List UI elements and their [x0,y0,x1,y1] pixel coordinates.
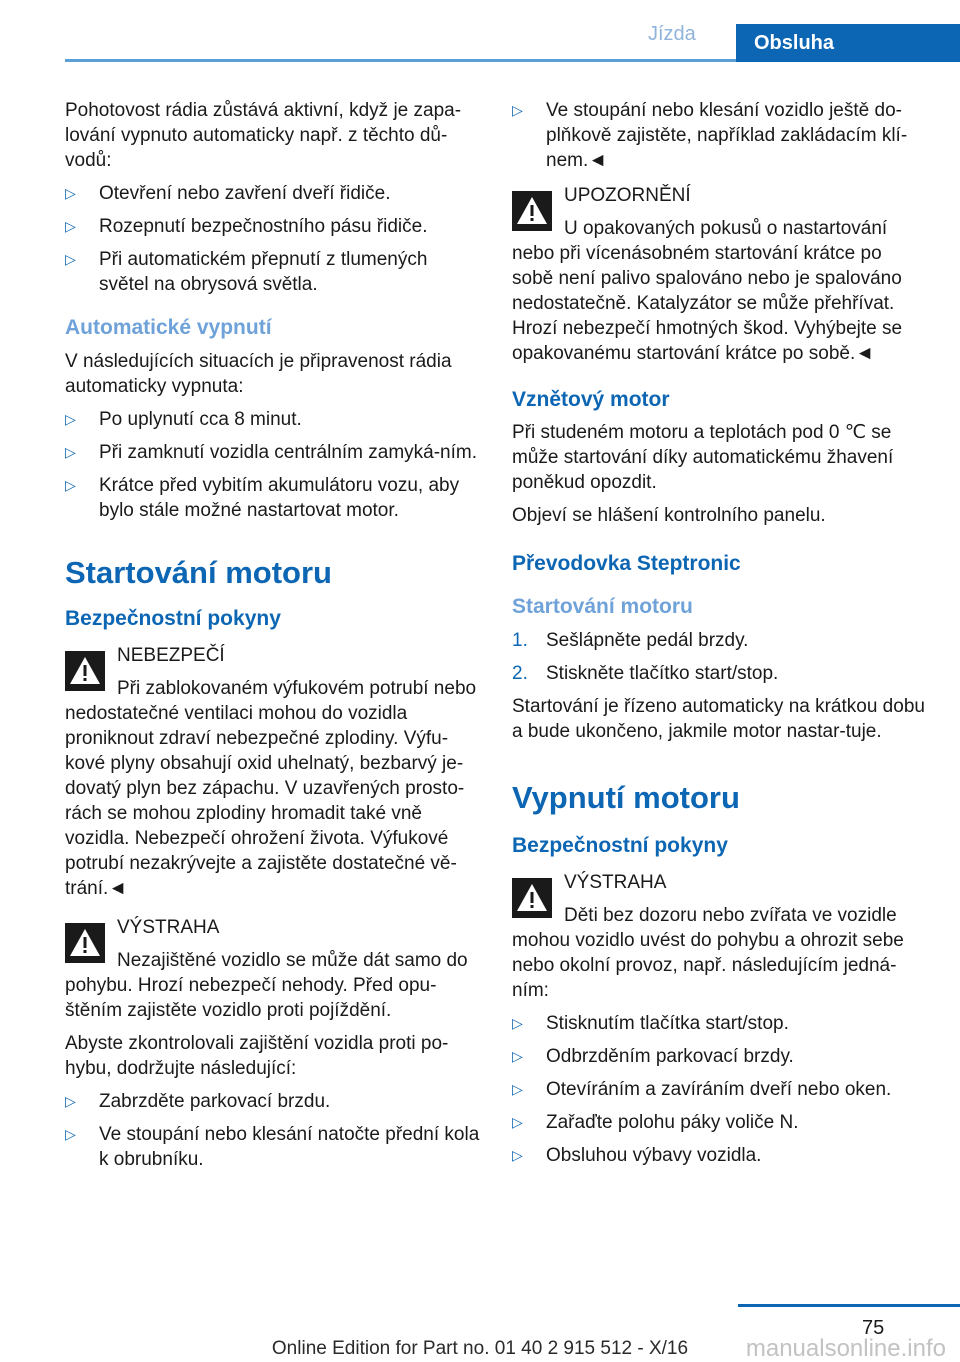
step-number: 1. [512,630,528,651]
heading-engine-stop: Vypnutí motoru [512,780,740,815]
list-item: ▷ Otevíráním a zavíráním dveří nebo oken. [512,1079,892,1100]
warning-box [65,915,481,1023]
footer-rule [738,1304,960,1307]
warning-text: Nezajištěné vozidlo se může dát samo do pohybu. Hrozí nebezpečí nehody. Před opu‐štěním zajistěte vozidlo proti pojíždění. [65,950,468,1021]
chock-list [512,98,926,173]
left-column [65,98,481,1180]
warning-triangle-icon [65,923,105,963]
warning-triangle-icon [512,878,552,918]
auto-start-paragraph: Startování je řízeno automaticky na krátkou dobu a bude ukončeno, jakmile motor nastar‐tuje. [512,696,925,742]
heading-engine-start: Startování motoru [65,555,332,590]
list-item: ▷ Krátce před vybitím akumulátoru vozu, aby bylo stále možné nastartovat motor. [65,475,460,521]
right-column [512,98,926,1176]
bullet-triangle-icon: ▷ [65,444,76,460]
radio-standby-list [65,181,481,297]
check-paragraph: Abyste zkontrolovali zajištění vozidla proti po‐hybu, dodržujte následující: [65,1033,449,1079]
warning-triangle-icon [65,651,105,691]
list-item: ▷ Ve stoupání nebo klesání natočte přední kola k obrubníku. [65,1124,480,1170]
list-item: ▷ Stisknutím tlačítka start/stop. [512,1013,789,1034]
heading-safety-notes-2: Bezpečnostní pokyny [512,834,728,857]
step-number: 2. [512,663,528,684]
heading-diesel: Vznětový motor [512,388,670,411]
list-item: 2. Stiskněte tlačítko start/stop. [512,663,779,684]
page-number: 75 [862,1317,885,1339]
heading-safety-notes: Bezpečnostní pokyny [65,607,281,630]
tab-jizda[interactable]: Jízda [648,23,696,45]
bullet-triangle-icon: ▷ [65,477,76,493]
header-rule [65,59,736,62]
danger-title: NEBEZPEČÍ [117,645,225,666]
warning-triangle-icon [512,191,552,231]
warning-title: VÝSTRAHA [117,917,220,938]
bullet-triangle-icon: ▷ [65,218,76,234]
edition-footer: Online Edition for Part no. 01 40 2 915 512 - X/16 [271,1338,689,1359]
danger-text: Při zablokovaném výfukovém potrubí nebo nedostatečné ventilaci mohou do vozidla proniknout zdraví nebezpečné zplodiny. Výfu‐kové plyny obsahují oxid uhelnatý, bezbarvý je‐dovatý plyn bez zápachu. V uzavřených prosto‐rách se mohou zplodiny hromadit také vně vozidla. Nebezpečí ohrožení života. Výfukové potrubí nezakrývejte a zajistěte dostatečné vě‐trání.◄ [65,678,477,899]
warning-box-2 [512,870,926,1003]
heading-steptronic: Převodovka Steptronic [512,552,741,575]
watermark: manualsonline.info [745,1335,946,1362]
bullet-triangle-icon: ▷ [512,1048,523,1064]
list-item: ▷ Při zamknutí vozidla centrálním zamyká‐ním. [65,442,478,463]
notice-box [512,183,926,366]
bullet-triangle-icon: ▷ [65,251,76,267]
bullet-triangle-icon: ▷ [512,1114,523,1130]
tab-obsluha[interactable]: Obsluha [736,24,960,62]
list-item: ▷ Odbrzděním parkovací brzdy. [512,1046,794,1067]
bullet-triangle-icon: ▷ [65,1093,76,1109]
list-item: ▷ Otevření nebo zavření dveří řidiče. [65,183,391,204]
start-steps-list [512,628,926,686]
list-item: ▷ Obsluhou výbavy vozidla. [512,1145,762,1166]
danger-box [65,643,481,901]
list-item: 1. Sešlápněte pedál brzdy. [512,630,749,651]
notice-text: U opakovaných pokusů o nastartování nebo při vícenásobném startování krátce po sobě není palivo spalováno nebo je spalováno nedostatečně. Katalyzátor se může přehřívat. Hrozí nebezpečí hmotných škod. Vyhýbejte se opakovanému startování krátce po sobě.◄ [512,218,903,364]
bullet-triangle-icon: ▷ [65,185,76,201]
check-list [65,1089,481,1172]
heading-start-engine: Startování motoru [512,595,693,618]
auto-off-paragraph: V následujících situacích je připravenost rádia automaticky vypnuta: [65,351,452,397]
list-item: ▷ Zabrzděte parkovací brzdu. [65,1091,331,1112]
diesel-paragraph: Při studeném motoru a teplotách pod 0 ℃ se může startování díky automatickému žhavení poněkud opozdit. [512,422,894,493]
notice-title: UPOZORNĚNÍ [564,185,691,206]
list-item: ▷ Po uplynutí cca 8 minut. [65,409,302,430]
intro-paragraph: Pohotovost rádia zůstává aktivní, když je zapa‐lování vypnuto automaticky např. z těchto dů‐vodů: [65,100,462,171]
list-item: ▷ Zařaďte polohu páky voliče N. [512,1112,799,1133]
bullet-triangle-icon: ▷ [512,102,523,118]
auto-off-list [65,407,481,523]
bullet-triangle-icon: ▷ [512,1081,523,1097]
warning-title-2: VÝSTRAHA [564,872,667,893]
heading-auto-off: Automatické vypnutí [65,316,272,339]
list-item: ▷ Při automatickém přepnutí z tlumených světel na obrysová světla. [65,249,428,295]
diesel-paragraph-2: Objeví se hlášení kontrolního panelu. [512,505,826,526]
list-item: ▷ Rozepnutí bezpečnostního pásu řidiče. [65,216,428,237]
warning-text-2: Děti bez dozoru nebo zvířata ve vozidle mohou vozidlo uvést do pohybu a ohrozit sebe nebo okolní provoz, např. následujícím jedná‐ním: [512,905,904,1001]
unattended-list [512,1011,926,1168]
bullet-triangle-icon: ▷ [512,1147,523,1163]
bullet-triangle-icon: ▷ [512,1015,523,1031]
list-item: ▷ Ve stoupání nebo klesání vozidlo ještě do‐plňkově zajistěte, například zakládacím klí‐nem.◄ [512,100,908,171]
bullet-triangle-icon: ▷ [65,411,76,427]
bullet-triangle-icon: ▷ [65,1126,76,1142]
